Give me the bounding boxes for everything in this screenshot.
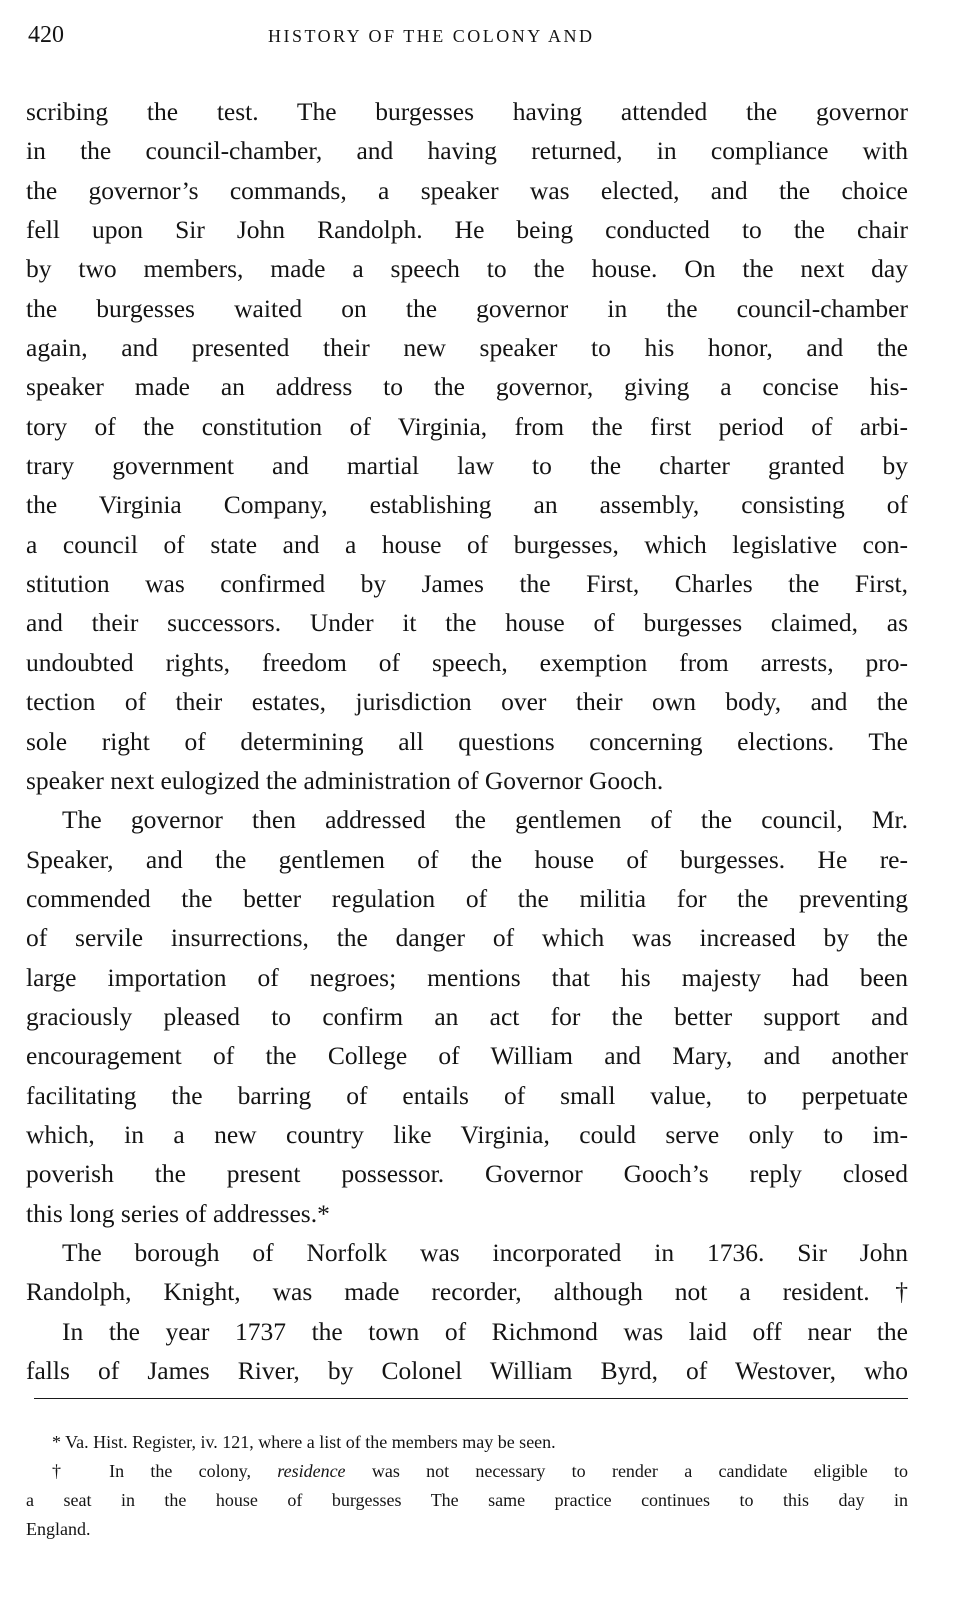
footnote-1: * Va. Hist. Register, iv. 121, where a list of the members may be seen.	[52, 1432, 556, 1452]
footnote-2-line: a seat in the house of burgesses The same practice continues to this day in	[26, 1490, 908, 1510]
body-line: trary government and martial law to the charter granted by	[26, 451, 908, 481]
body-line: facilitating the barring of entails of small value, to perpetuate	[26, 1080, 908, 1110]
body-line: this long series of addresses.*	[26, 1198, 330, 1228]
body-line: In the year 1737 the town of Richmond was laid off near the	[62, 1316, 908, 1346]
footnotes	[26, 1428, 908, 1544]
body-line: sole right of determining all questions concerning elections. The	[26, 726, 908, 756]
page-header	[28, 20, 908, 54]
body-line: undoubted rights, freedom of speech, exemption from arrests, pro-	[26, 647, 908, 677]
footnote-2-text: was not necessary to render a candidate eligible to	[345, 1461, 908, 1481]
body-line: Speaker, and the gentlemen of the house of burgesses. He re-	[26, 844, 908, 874]
footnote-2-line	[26, 1457, 908, 1486]
body-line: tection of their estates, jurisdiction over their own body, and the	[26, 687, 908, 717]
body-line: again, and presented their new speaker to his honor, and the	[26, 333, 908, 363]
body-line: speaker next eulogized the administration of Governor Gooch.	[26, 765, 664, 795]
body-line: Randolph, Knight, was made recorder, although not a resident.†	[26, 1277, 908, 1307]
footnote-2-line: England.	[26, 1519, 91, 1539]
body-line: and their successors. Under it the house of burgesses claimed, as	[26, 608, 908, 638]
body-line: which, in a new country like Virginia, could serve only to im-	[26, 1119, 908, 1149]
body-line: The borough of Norfolk was incorporated in 1736. Sir John	[62, 1237, 908, 1267]
body-line: a council of state and a house of burgesses, which legislative con-	[26, 529, 908, 559]
body-line: the burgesses waited on the governor in the council-chamber	[26, 293, 908, 323]
footnote-divider	[34, 1398, 908, 1399]
body-line: stitution was confirmed by James the First, Charles the First,	[26, 569, 908, 599]
body-line: the Virginia Company, establishing an assembly, consisting of	[26, 490, 908, 520]
body-line: in the council-chamber, and having returned, in compliance with	[26, 136, 908, 166]
running-head: HISTORY OF THE COLONY AND	[268, 26, 595, 46]
body-line: speaker made an address to the governor, giving a concise his-	[26, 372, 908, 402]
body-text	[26, 92, 908, 1390]
body-line: of servile insurrections, the danger of which was increased by the	[26, 923, 908, 953]
page-number: 420	[28, 22, 64, 48]
body-line: graciously pleased to confirm an act for the better support and	[26, 1001, 908, 1031]
footnote-2-text: † In the colony,	[52, 1461, 278, 1481]
body-line: commended the better regulation of the militia for the preventing	[26, 883, 908, 913]
body-line: tory of the constitution of Virginia, from the first period of arbi-	[26, 411, 908, 441]
body-line: poverish the present possessor. Governor Gooch’s reply closed	[26, 1159, 908, 1189]
body-line: large importation of negroes; mentions that his majesty had been	[26, 962, 908, 992]
body-line: the governor’s commands, a speaker was elected, and the choice	[26, 175, 908, 205]
footnote-2-emphasis: residence	[277, 1461, 346, 1481]
body-line: encouragement of the College of William and Mary, and another	[26, 1041, 908, 1071]
body-line: falls of James River, by Colonel William Byrd, of Westover, who	[26, 1356, 908, 1385]
body-line: The governor then addressed the gentlemen of the council, Mr.	[62, 805, 908, 835]
body-line: scribing the test. The burgesses having attended the governor	[26, 97, 908, 126]
body-line: fell upon Sir John Randolph. He being conducted to the chair	[26, 215, 908, 245]
body-line: by two members, made a speech to the house. On the next day	[26, 254, 908, 284]
